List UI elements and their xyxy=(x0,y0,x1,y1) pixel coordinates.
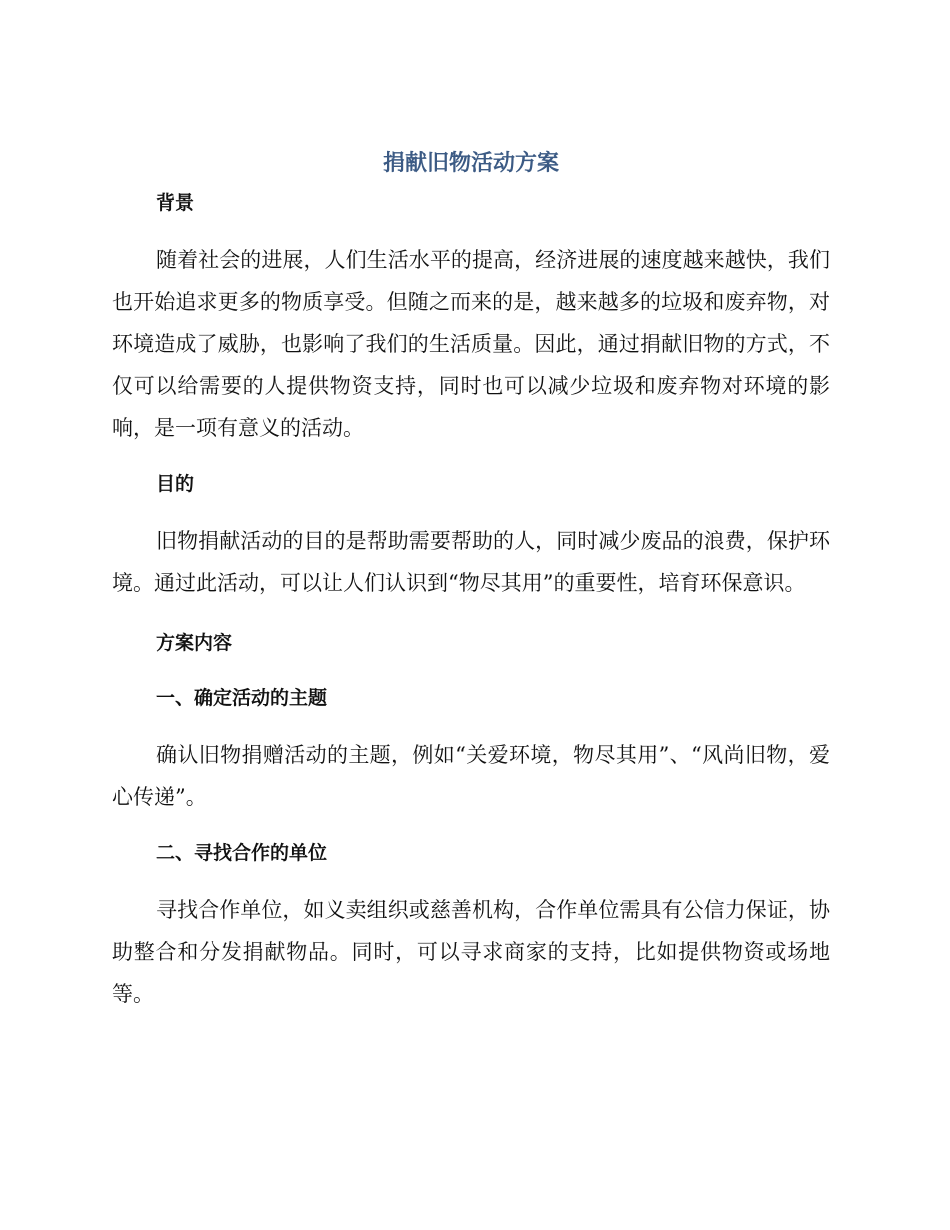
document-title: 捐献旧物活动方案 xyxy=(382,151,559,176)
section-2-heading: 二、寻找合作的单位 xyxy=(156,842,328,864)
purpose-paragraph: 旧物捐献活动的目的是帮助需要帮助的人，同时减少废品的浪费，保护环境。通过此活动，可以让人们认识到“物尽其用”的重要性，培育环保意识。 xyxy=(112,529,830,595)
document-body xyxy=(112,140,830,1015)
section-1-heading: 一、确定活动的主题 xyxy=(156,687,328,709)
purpose-heading: 目的 xyxy=(156,473,195,495)
background-heading: 背景 xyxy=(156,192,195,214)
plan-heading: 方案内容 xyxy=(156,632,233,654)
section-2-paragraph: 寻找合作单位，如义卖组织或慈善机构，合作单位需具有公信力保证，协助整合和分发捐献物品。同时，可以寻求商家的支持，比如提供物资或场地等。 xyxy=(112,898,830,1006)
section-1-paragraph: 确认旧物捐赠活动的主题，例如“关爱环境，物尽其用”、“风尚旧物，爱心传递”。 xyxy=(112,743,830,809)
background-paragraph: 随着社会的进展，人们生活水平的提高，经济进展的速度越来越快，我们也开始追求更多的物质享受。但随之而来的是，越来越多的垃圾和废弃物，对环境造成了威胁，也影响了我们的生活质量。因此，通过捐献旧物的方式，不仅可以给需要的人提供物资支持，同时也可以减少垃圾和废弃物对环境的影响，是一项有意义的活动。 xyxy=(112,248,830,440)
